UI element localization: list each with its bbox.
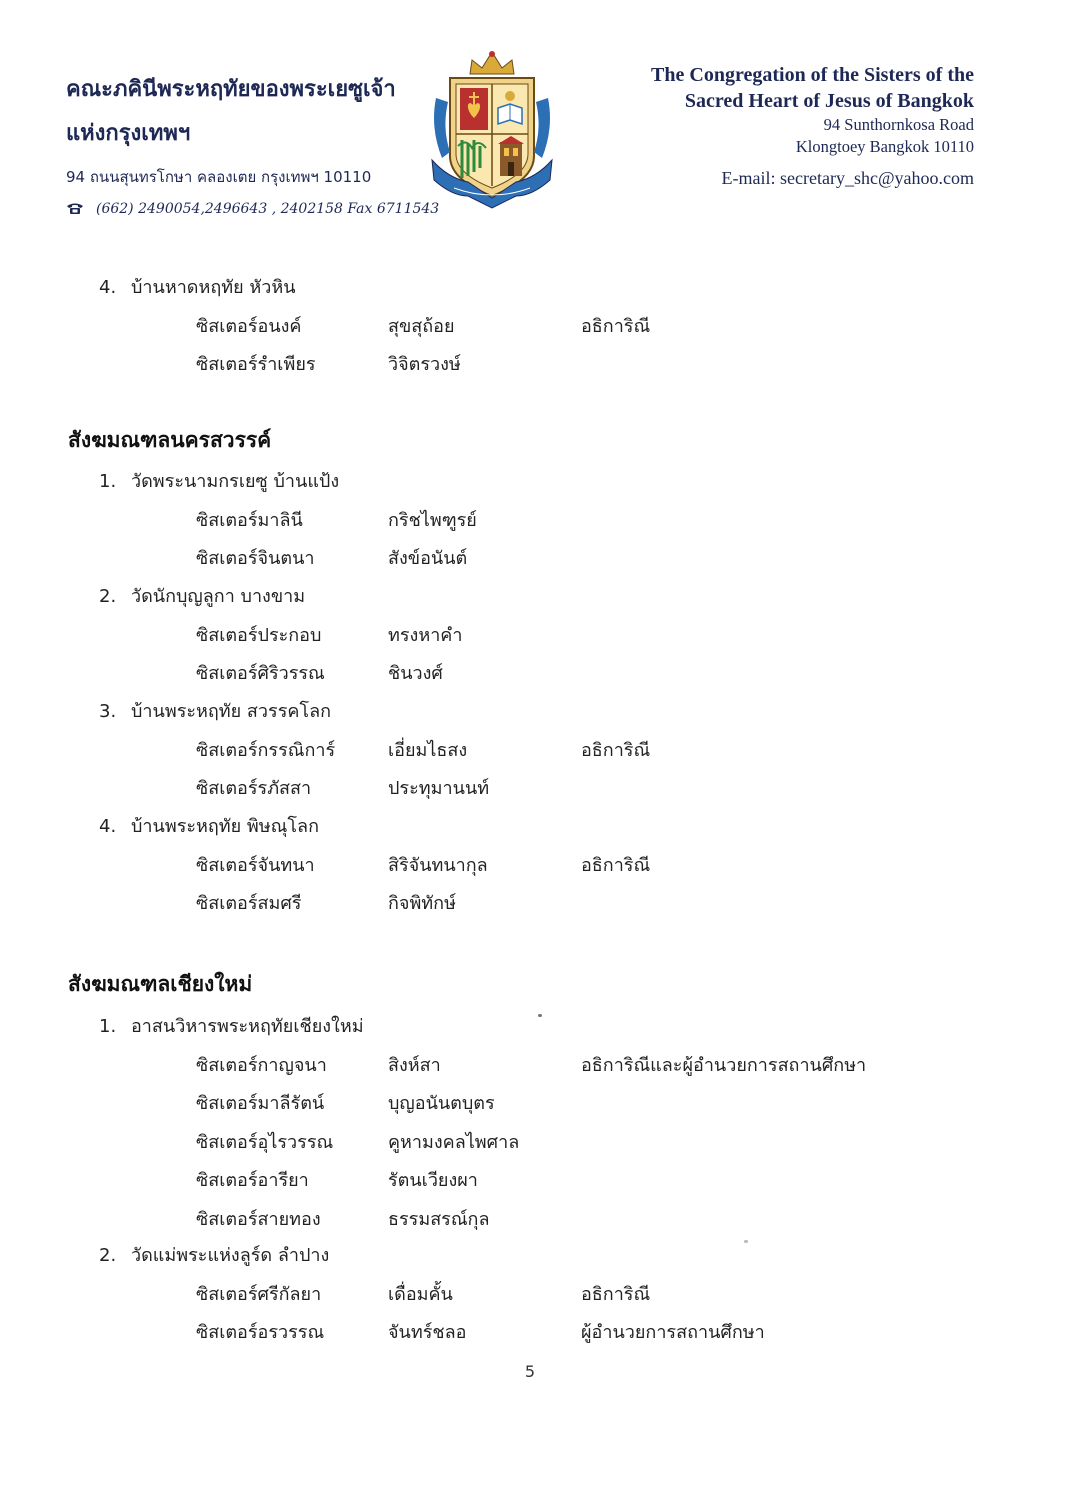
- member-row: [0, 1165, 1092, 1195]
- member-last-name: สิงห์สา: [388, 1054, 441, 1076]
- member-role: ผู้อำนวยการสถานศึกษา: [581, 1322, 765, 1343]
- email-address: E-mail: secretary_shc@yahoo.com: [721, 168, 974, 188]
- english-address-line1: 94 Sunthornkosa Road: [823, 115, 974, 134]
- member-last-name: กิจพิทักษ์: [388, 893, 456, 914]
- house-number: 2.: [99, 1245, 117, 1266]
- house-name: วัดนักบุญลูกา บางขาม: [131, 586, 306, 607]
- member-role: อธิการิณี: [581, 315, 651, 337]
- member-first-name: ซิสเตอร์ศรีกัลยา: [196, 1283, 322, 1305]
- member-row: [0, 505, 1092, 535]
- house-name: อาสนวิหารพระหฤทัยเชียงใหม่: [131, 1016, 364, 1037]
- house-title: [99, 811, 319, 840]
- english-name-line2: Sacred Heart of Jesus of Bangkok: [684, 90, 974, 112]
- phone-line: [66, 201, 439, 217]
- member-first-name: ซิสเตอร์สายทอง: [196, 1208, 321, 1230]
- member-last-name: รัตนเวียงผา: [388, 1170, 478, 1191]
- member-last-name: ประทุมานนท์: [388, 778, 490, 799]
- thai-address: 94 ถนนสุนทรโกษา คลองเตย กรุงเทพฯ 10110: [66, 168, 372, 186]
- house-title: [99, 466, 339, 495]
- member-last-name: วิจิตรวงษ์: [388, 354, 461, 375]
- thai-congregation-name: [66, 76, 396, 147]
- member-row: [0, 349, 1092, 379]
- member-row: [0, 1127, 1092, 1157]
- member-first-name: ซิสเตอร์รำเพียร: [196, 354, 316, 375]
- member-first-name: ซิสเตอร์ประกอบ: [196, 624, 322, 646]
- member-row: [0, 773, 1092, 803]
- member-last-name: กริชไพฑูรย์: [388, 509, 477, 531]
- member-last-name: คูหามงคลไพศาล: [388, 1131, 520, 1153]
- house-name: วัดพระนามกรเยซู บ้านแป้ง: [131, 471, 340, 492]
- member-first-name: ซิสเตอร์รภัสสา: [196, 778, 312, 799]
- member-last-name: สิริจันทนากุล: [388, 854, 488, 876]
- member-role: อธิการิณีและผู้อำนวยการสถานศึกษา: [581, 1054, 867, 1076]
- member-row: [0, 1088, 1092, 1118]
- member-last-name: เดื่อมคั้น: [388, 1283, 453, 1305]
- member-first-name: ซิสเตอร์อุไรวรรณ: [196, 1131, 334, 1153]
- house-name: วัดแม่พระแห่งลูร์ด ลำปาง: [131, 1245, 330, 1266]
- member-row: [0, 1050, 1092, 1080]
- member-first-name: ซิสเตอร์จันทนา: [196, 854, 315, 876]
- page-number: 5: [524, 1362, 536, 1381]
- member-last-name: ชินวงศ์: [388, 663, 443, 684]
- member-last-name: บุญอนันตบุตร: [388, 1093, 495, 1114]
- member-row: [0, 850, 1092, 880]
- thai-name-line1: คณะภคินีพระหฤทัยของพระเยซูเจ้า: [66, 76, 396, 102]
- english-address-line2: Klongtoey Bangkok 10110: [795, 137, 974, 156]
- member-first-name: ซิสเตอร์มาลีรัตน์: [196, 1093, 325, 1114]
- member-first-name: ซิสเตอร์มาลินี: [196, 509, 303, 531]
- house-name: บ้านหาดหฤทัย หัวหิน: [131, 277, 296, 298]
- member-first-name: ซิสเตอร์กาญจนา: [196, 1054, 327, 1076]
- house-title: [99, 696, 331, 725]
- house-title: [99, 1011, 364, 1040]
- member-row: [0, 311, 1092, 341]
- english-letterhead: [651, 62, 974, 189]
- english-name-line1: The Congregation of the Sisters of the: [651, 64, 974, 86]
- member-row: [0, 1317, 1092, 1347]
- section-heading: สังฆมณฑลเชียงใหม่: [68, 971, 253, 996]
- member-last-name: สังข์อนันต์: [388, 548, 468, 569]
- member-last-name: จันทร์ชลอ: [388, 1322, 467, 1343]
- house-title: [99, 272, 296, 301]
- member-row: [0, 1204, 1092, 1234]
- member-row: [0, 735, 1092, 765]
- phone-icon: [66, 202, 84, 214]
- house-number: 4.: [99, 277, 117, 298]
- congregation-crest-icon: [428, 48, 556, 210]
- member-row: [0, 888, 1092, 918]
- house-title: [99, 581, 305, 610]
- thai-name-line2: แห่งกรุงเทพฯ: [66, 119, 191, 146]
- house-number: 3.: [99, 701, 117, 722]
- member-first-name: ซิสเตอร์สมศรี: [196, 893, 302, 914]
- house-name: บ้านพระหฤทัย พิษณุโลก: [131, 816, 319, 837]
- member-row: [0, 543, 1092, 573]
- section-heading: สังฆมณฑลนครสวรรค์: [68, 427, 272, 452]
- house-number: 1.: [99, 471, 117, 492]
- member-first-name: ซิสเตอร์อนงค์: [196, 315, 302, 337]
- member-first-name: ซิสเตอร์จินตนา: [196, 548, 315, 569]
- member-role: อธิการิณี: [581, 1283, 651, 1305]
- member-row: [0, 1279, 1092, 1309]
- house-title: [99, 1240, 329, 1269]
- member-first-name: ซิสเตอร์กรรณิการ์: [196, 739, 336, 761]
- member-row: [0, 658, 1092, 688]
- house-number: 2.: [99, 586, 117, 607]
- member-last-name: เอี่ยมไธสง: [388, 739, 468, 761]
- house-number: 4.: [99, 816, 117, 837]
- house-name: บ้านพระหฤทัย สวรรคโลก: [131, 701, 332, 722]
- member-first-name: ซิสเตอร์อารียา: [196, 1170, 309, 1191]
- member-role: อธิการิณี: [581, 854, 651, 876]
- member-row: [0, 620, 1092, 650]
- house-number: 1.: [99, 1016, 117, 1037]
- member-first-name: ซิสเตอร์อรวรรณ: [196, 1322, 325, 1343]
- member-last-name: ธรรมสรณ์กุล: [388, 1208, 490, 1230]
- member-last-name: ทรงหาคำ: [388, 624, 463, 646]
- member-role: อธิการิณี: [581, 739, 651, 761]
- phone-numbers: (662) 2490054,2496643 , 2402158 Fax 6711543: [96, 201, 440, 217]
- member-last-name: สุขสุถ้อย: [388, 315, 455, 337]
- member-first-name: ซิสเตอร์ศิริวรรณ: [196, 663, 325, 684]
